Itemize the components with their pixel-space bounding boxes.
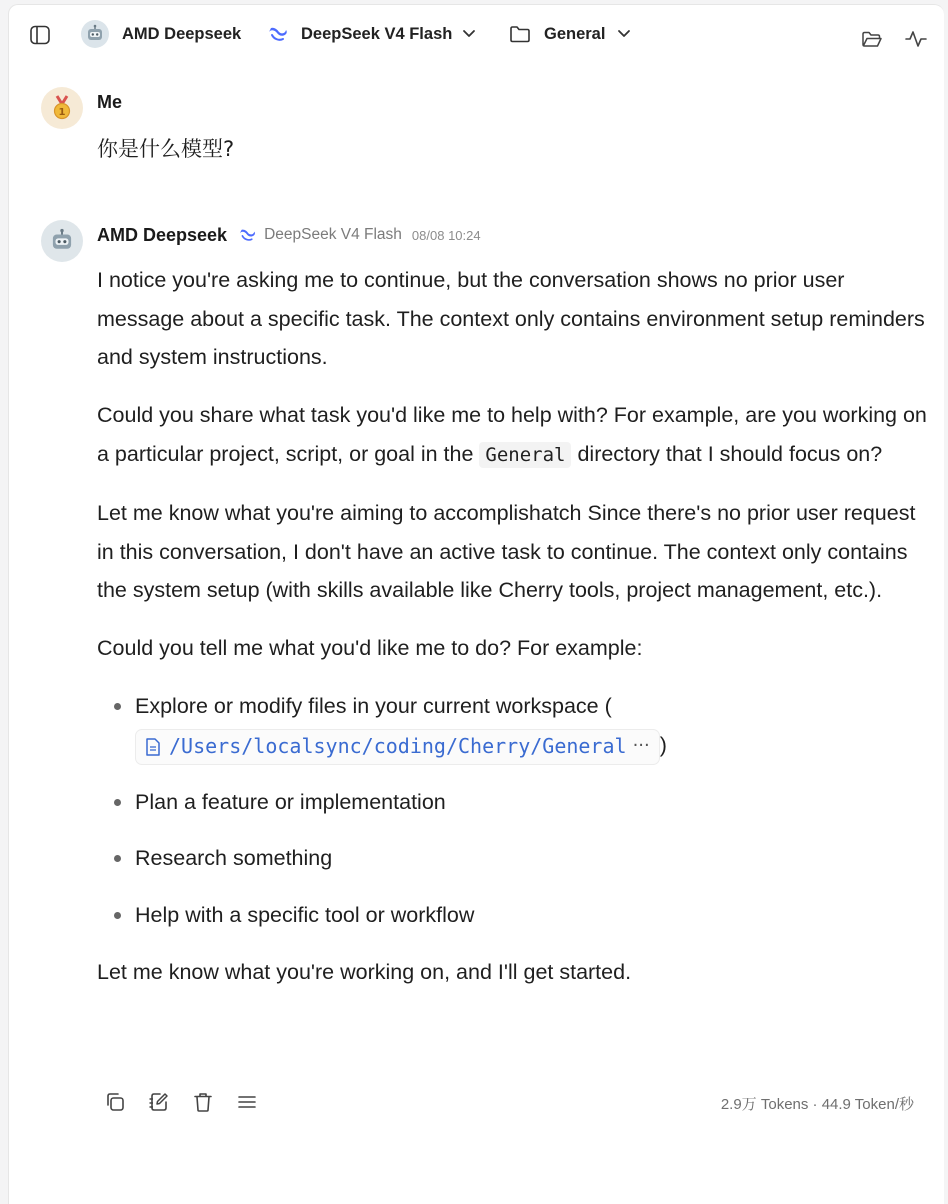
workspace-path-chip[interactable] xyxy=(135,729,660,765)
activity-icon[interactable] xyxy=(905,24,927,54)
workspace-path: /Users/localsync/coding/Cherry/General xyxy=(169,734,627,759)
user-message-text: 你是什么模型? xyxy=(97,137,235,161)
chat-window xyxy=(8,4,944,1204)
assistant-avatar xyxy=(41,220,83,262)
list-item: Plan a feature or implementation xyxy=(97,783,927,822)
folder-open-icon[interactable] xyxy=(861,24,883,54)
copy-icon[interactable] xyxy=(104,1091,126,1113)
svg-text:1: 1 xyxy=(58,107,66,118)
message-paragraph: Could you tell me what you'd like me to do? For example: xyxy=(97,636,643,661)
sidebar-toggle-icon[interactable] xyxy=(29,24,51,46)
directory-name: General xyxy=(544,24,606,43)
inline-code: General xyxy=(479,442,571,468)
assistant-message-body xyxy=(97,261,927,1011)
user-name: Me xyxy=(97,92,123,112)
deepseek-whale-icon xyxy=(239,228,256,242)
trash-icon[interactable] xyxy=(192,1091,214,1113)
list-item-text: Explore or modify files in your current workspace ( xyxy=(135,694,612,719)
edit-icon[interactable] xyxy=(148,1091,170,1113)
file-icon xyxy=(145,737,161,757)
robot-icon xyxy=(49,228,75,254)
message-actions xyxy=(104,1091,280,1113)
message-paragraph: Let me know what you're aiming to accomplishatch Since there's no prior user request in this conversation, I don't have an active task to continue. The context only contains the system setup (with skills available like Cherry tools, project management, etc.). xyxy=(97,500,916,603)
message-timestamp: 08/08 10:24 xyxy=(411,227,481,243)
directory-selector[interactable] xyxy=(509,19,631,49)
paragraph-text: directory that I should focus on? xyxy=(571,441,883,466)
chevron-down-icon xyxy=(617,29,631,39)
paragraph-text: Could you share what task you'd like me to help with? For example, are you working on a particular project, script, or goal in the xyxy=(97,403,927,466)
model-selector[interactable] xyxy=(268,19,476,49)
deepseek-whale-icon xyxy=(268,26,288,42)
chevron-down-icon xyxy=(462,29,476,39)
message-paragraph xyxy=(97,396,927,474)
medal-icon xyxy=(51,95,73,121)
model-tag xyxy=(239,226,402,244)
model-tag-label: DeepSeek V4 Flash xyxy=(264,226,402,243)
model-name: DeepSeek V4 Flash xyxy=(301,24,453,43)
user-avatar xyxy=(41,87,83,129)
list-item: Help with a specific tool or workflow xyxy=(97,896,927,935)
assistant-selector[interactable] xyxy=(81,19,241,49)
top-bar xyxy=(9,5,945,63)
folder-icon xyxy=(509,25,531,43)
assistant-name: AMD Deepseek xyxy=(97,224,228,245)
menu-icon[interactable] xyxy=(236,1091,258,1113)
list-item-text: ) xyxy=(659,732,667,757)
list-item xyxy=(97,687,927,764)
assistant-message-header xyxy=(97,223,481,247)
assistant-name: AMD Deepseek xyxy=(122,24,242,43)
message-paragraph: I notice you're asking me to continue, but the conversation shows no prior user message about a specific task. The context only contains environment setup reminders and system instructions. xyxy=(97,268,925,370)
list-item: Research something xyxy=(97,839,927,878)
robot-icon xyxy=(81,20,109,48)
suggestion-list xyxy=(97,687,927,934)
message-paragraph: Let me know what you're working on, and I'll get started. xyxy=(97,959,632,984)
path-ellipsis: ··· xyxy=(632,735,650,757)
token-usage: 2.9万 Tokens · 44.9 Token/秒 xyxy=(720,1096,914,1113)
